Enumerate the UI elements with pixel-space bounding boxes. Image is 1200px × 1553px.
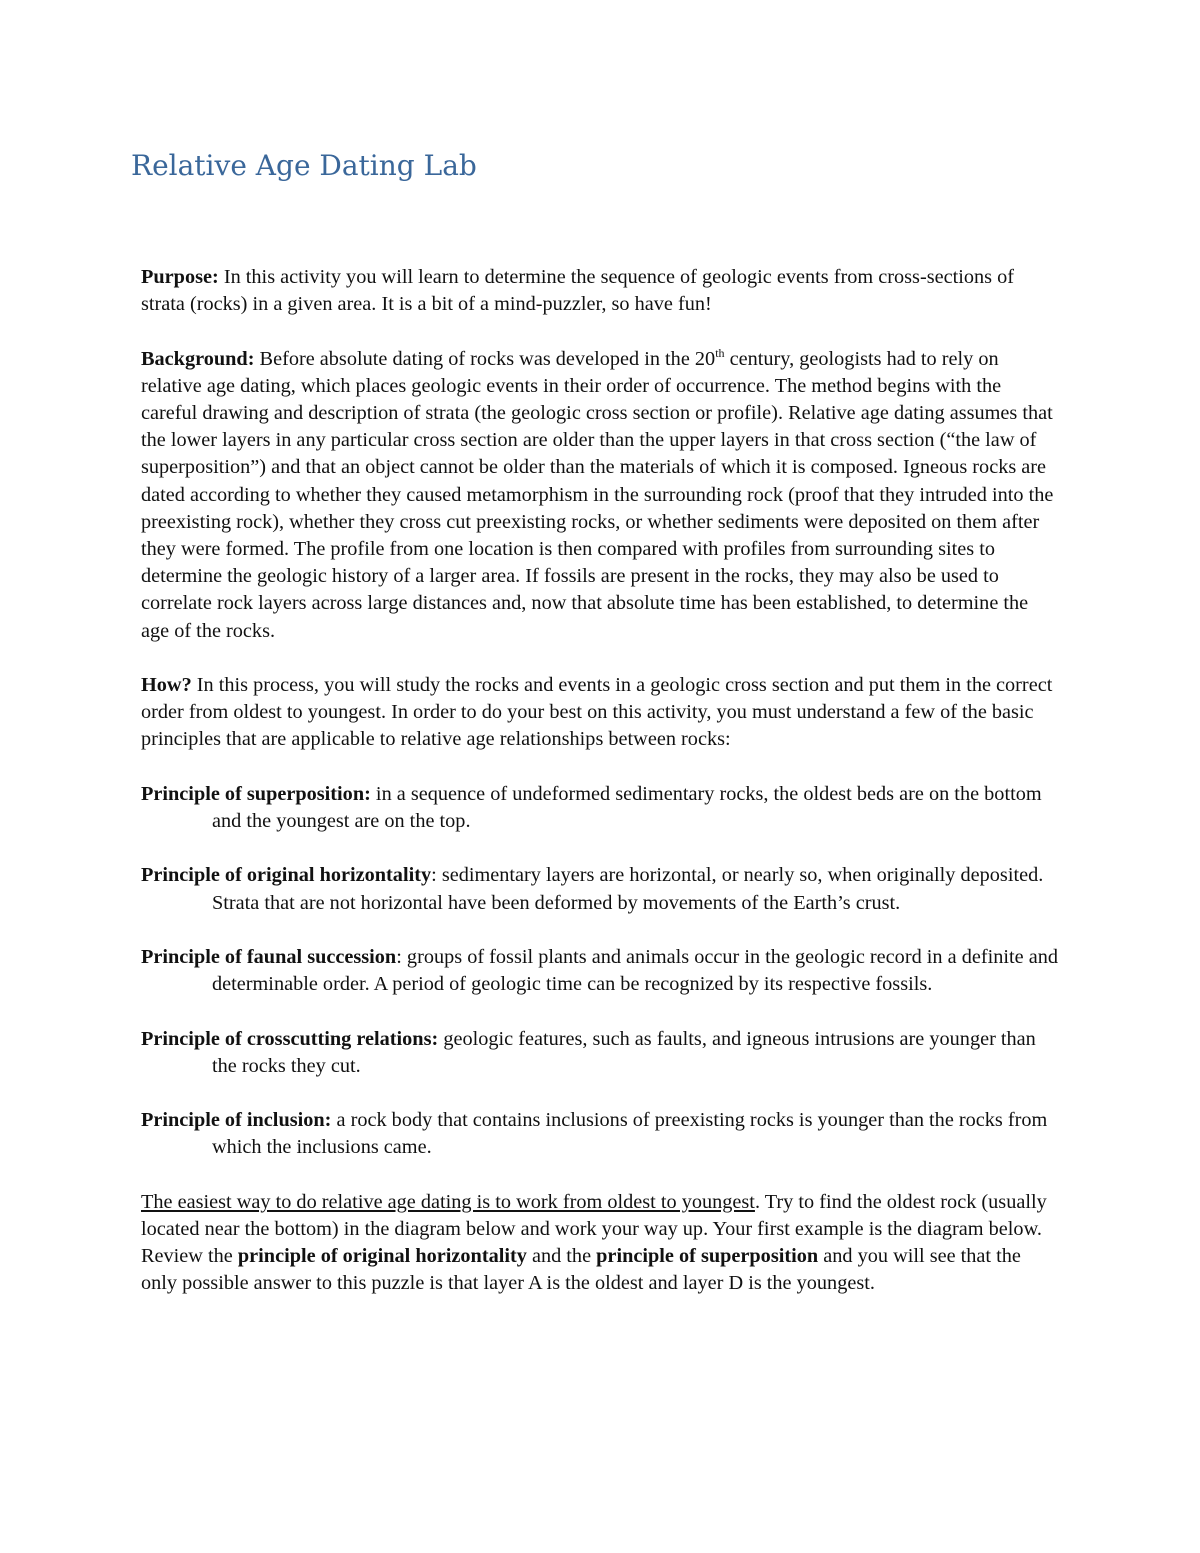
background-superscript: th [715,345,725,360]
purpose-paragraph [141,264,1061,318]
principle-label: Principle of inclusion: [141,1109,332,1132]
principle-original-horizontality [141,862,1061,916]
principle-text: a rock body that contains inclusions of preexisting rocks is younger than the rocks from which the inclusions came. [212,1109,1048,1159]
document-title: Relative Age Dating Lab [131,149,477,182]
background-text-end: century, geologists had to rely on relative age dating, which places geologic events in their order of occurrence. The method begins with the careful drawing and description of strata (the geologic cross section or profile). Relative age dating assumes that the lower layers in any particular cross section are older than the upper layers in that cross section (“the law of superposition”) and that an object cannot be older than the materials of which it is composed. Igneous rocks are dated according to whether they caused metamorphism in the surrounding rock (proof that they intruded into the preexisting rock), whether they cross cut preexisting rocks, or whether sediments were deposited on them after they were formed. The profile from one location is then compared with profiles from surrounding sites to determine the geologic history of a larger area. If fossils are present in the rocks, they may also be used to correlate rock layers across large distances and, now that absolute time has been established, to determine the age of the rocks. [141,347,1054,642]
purpose-label: Purpose: [141,266,219,288]
principle-superposition [141,781,1061,835]
background-label: Background: [141,347,255,370]
principle-label: Principle of original horizontality [141,864,432,887]
principle-text: geologic features, such as faults, and igneous intrusions are younger than the rocks they cut. [212,1027,1036,1077]
principle-faunal-succession [141,944,1061,998]
principle-text: : sedimentary layers are horizontal, or nearly so, when originally deposited. Strata that are not horizontal have been deformed by movements of the Earth’s crust. [212,864,1044,914]
final-text-part3: and you will see that the only possible answer to this puzzle is that layer A is the oldest and layer D is the youngest. [141,1245,1021,1295]
principle-text: in a sequence of undeformed sedimentary rocks, the oldest beds are on the bottom and the youngest are on the top. [212,782,1042,833]
principle-text: : groups of fossil plants and animals occur in the geologic record in a definite and determinable order. A period of geologic time can be recognized by its respective fossils. [212,946,1058,996]
final-text-part1: . Try to find the oldest rock (usually located near the bottom) in the diagram below and work your way up. Your first example is the diagram below. Review the [141,1190,1047,1268]
final-bold-horizontality: principle of original horizontality [237,1245,527,1268]
final-text-part2: and the [526,1245,597,1268]
how-paragraph [141,672,1061,754]
principle-label: Principle of crosscutting relations: [141,1027,439,1050]
principle-inclusion [141,1107,1061,1161]
purpose-text: In this activity you will learn to determine the sequence of geologic events from cross-sections of strata (rocks) in a given area. It is a bit of a mind-puzzler, so have fun! [141,266,1014,316]
principle-crosscutting-relations [141,1026,1061,1080]
background-text-start: Before absolute dating of rocks was developed in the 20 [254,347,716,370]
how-text: In this process, you will study the rocks and events in a geologic cross section and put them in the correct order from oldest to youngest. In order to do your best on this activity, you must understand a few of the basic principles that are applicable to relative age relationships between rocks: [141,674,1053,751]
principle-label: Principle of faunal succession [141,946,397,968]
final-paragraph [141,1189,1061,1298]
background-paragraph [141,346,1061,645]
final-underlined-text: The easiest way to do relative age dating is to work from oldest to youngest [141,1190,755,1213]
document-body [141,264,1061,1325]
final-bold-superposition: principle of superposition [596,1245,819,1268]
principle-label: Principle of superposition: [141,782,371,805]
how-label: How? [141,674,192,697]
